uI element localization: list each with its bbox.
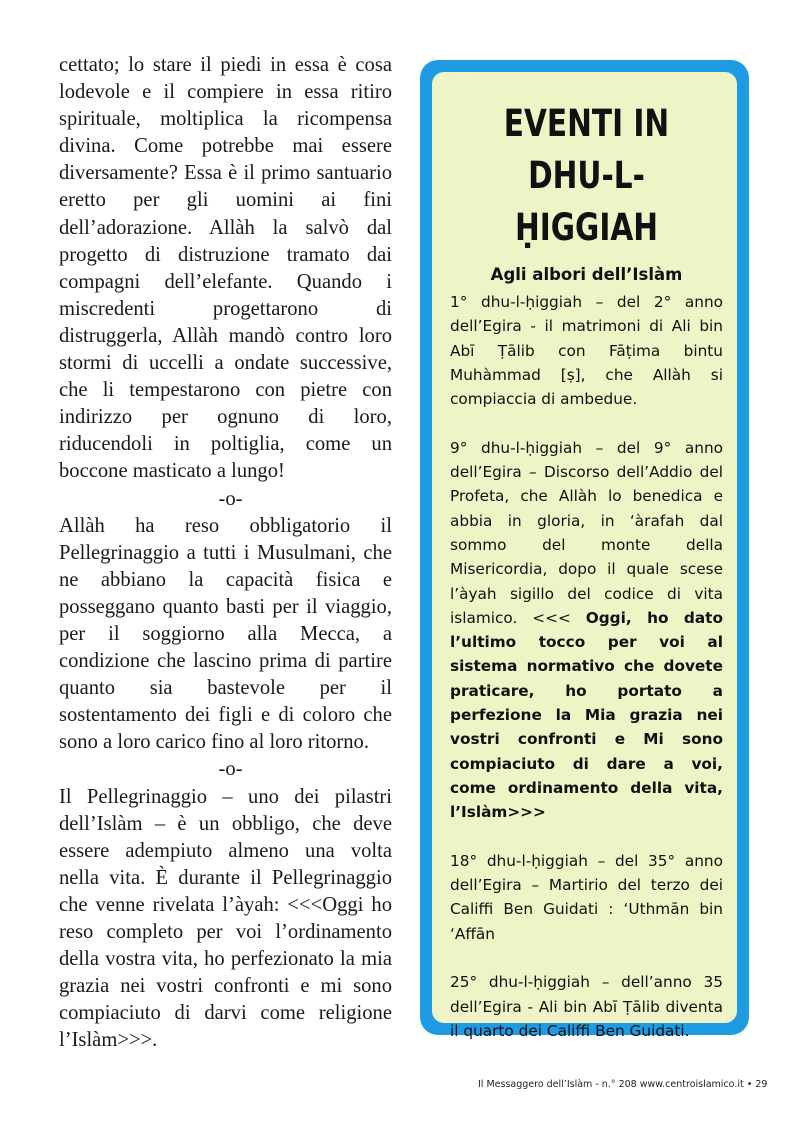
sidebar-title-line2: DHU-L-ḤIGGIAH [514, 154, 659, 249]
event-quote-bold: Oggi, ho dato l’ultimo tocco per voi al sistema normativo che dovete praticare, ho portato a perfezione la Mia grazia nei vostri confronti e Mi sono compiaciuto di dare a voi, come ordinamento della vita, l’Islàm>>> [450, 608, 723, 822]
main-text-column [59, 52, 392, 1054]
events-sidebar-content [432, 72, 737, 1040]
section-separator: -o- [218, 758, 243, 781]
event-text: 9° dhu-l-ḥiggiah – del 9° anno dell’Egira – Discorso dell’Addio del Profeta, che Allàh lo benedica e abbia in gloria, in ‘àrafah dal sommo del monte della Misericordia, dopo il quale scese l’àyah sigillo del codice di vita islamico. <<< [450, 438, 723, 627]
event-item: 25° dhu-l-ḥiggiah – dell’anno 35 dell’Egira - Ali bin Abī Ṭālib diventa il quarto dei Califfi Ben Guidati. [450, 973, 723, 1040]
paragraph-obligation: Allàh ha reso obbligatorio il Pellegrinaggio a tutti i Musulmani, che ne abbiano la capacità fisica e posseggano quanto basti per il viaggio, per il soggiorno alla Mecca, a condizione che lascino prima di partire quanto sia bastevole per il sostentamento dei figli e di coloro che sono a loro carico fino al loro ritorno. [59, 514, 392, 754]
paragraph-pillar: Il Pellegrinaggio – uno dei pilastri dell’Islàm – è un obbligo, che deve essere adempiuto almeno una volta nella vita. È durante il Pellegrinaggio che venne rivelata l’àyah: <<<Oggi ho reso completo per voi l’ordinamento della vostra vita, ho perfezionato la mia grazia nei vostri confronti e mi sono compiaciuto di darvi come religione l’Islàm>>>. [59, 785, 392, 1052]
section-separator: -o- [218, 487, 243, 510]
event-item: 1° dhu-l-ḥiggiah – del 2° anno dell’Egira - il matrimoni di Ali bin Abī Ṭālib con Fāṭima bintu Muhàmmad [ṣ], che Allàh si compiaccia di ambedue. [450, 293, 723, 409]
page-footer: Il Messaggero dell’Islàm - n.° 208 www.centroislamico.it • 29 [478, 1079, 768, 1090]
event-item: 18° dhu-l-ḥiggiah – del 35° anno dell’Egira – Martirio del terzo dei Califfi Ben Guidati : ‘Uthmān bin ‘Affān [450, 851, 723, 943]
sidebar-title-line1: EVENTI IN [503, 102, 670, 145]
sidebar-title [477, 98, 695, 254]
event-item [450, 436, 723, 825]
paragraph-kaaba: cettato; lo stare il piedi in essa è cosa lodevole e il compiere in essa ritiro spirituale, moltiplica la ricompensa divina. Come potrebbe mai essere diversamente? Essa è il primo santuario eretto per gli uomini ai fini dell’adorazione. Allàh la salvò dal progetto di distruzione tramato dai compagni dell’elefante. Quando i miscredenti progettarono di distruggerla, Allàh mandò contro loro stormi di uccelli a ondate successive, che li tempestarono con pietre con indirizzo per ognuno di loro, riducendoli in poltiglia, come un boccone masticato a lungo! [59, 54, 392, 483]
events-sidebar [420, 60, 749, 1040]
sidebar-subtitle: Agli albori dell’Islàm [490, 265, 683, 284]
